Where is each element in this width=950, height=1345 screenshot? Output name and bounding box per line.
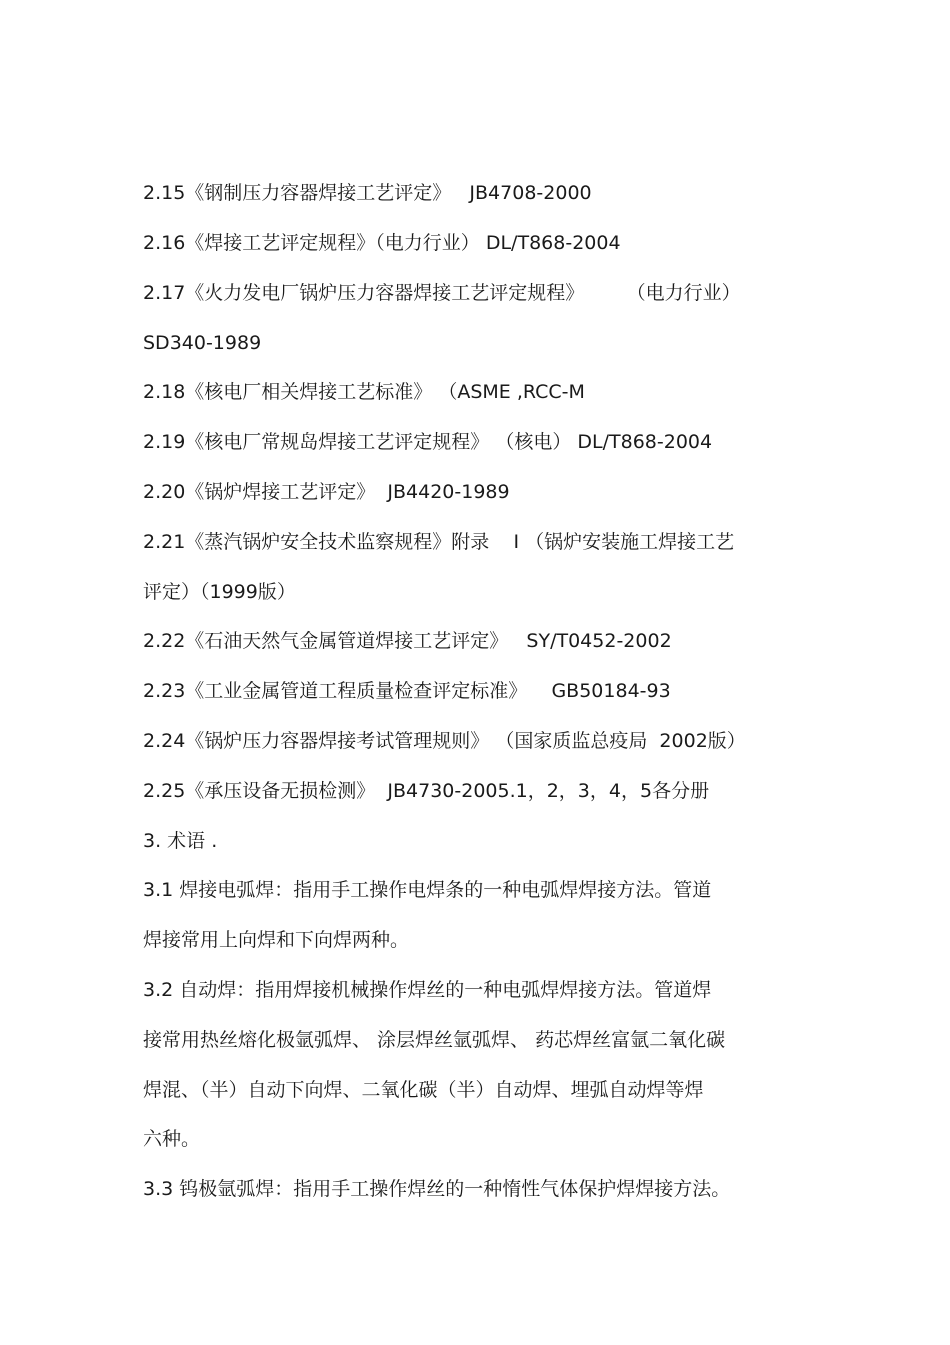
text-line-2-23: 2.23《工业金属管道工程质量检查评定标准》 GB50184-93 bbox=[143, 680, 671, 702]
text-line-3-2-cont-3: 六种。 bbox=[143, 1128, 201, 1150]
section-heading-3: 3. 术语 . bbox=[143, 830, 218, 852]
text-line-2-17: 2.17《火力发电厂锅炉压力容器焊接工艺评定规程》 （电力行业） bbox=[143, 282, 741, 304]
text-line-2-21-cont: 评定）（1999版） bbox=[143, 581, 296, 603]
text-line-3-2-cont-2: 焊混、（半）自动下向焊、二氧化碳（半）自动焊、埋弧自动焊等焊 bbox=[143, 1079, 704, 1101]
text-line-2-20: 2.20《锅炉焊接工艺评定》 JB4420-1989 bbox=[143, 481, 510, 503]
text-line-3-2: 3.2 自动焊：指用焊接机械操作焊丝的一种电弧焊焊接方法。管道焊 bbox=[143, 979, 712, 1001]
text-line-2-21: 2.21《蒸汽锅炉安全技术监察规程》附录 I （锅炉安装施工焊接工艺 bbox=[143, 531, 735, 553]
text-line-2-17-cont: SD340-1989 bbox=[143, 332, 262, 354]
text-line-2-19: 2.19《核电厂常规岛焊接工艺评定规程》 （核电） DL/T868-2004 bbox=[143, 431, 713, 453]
text-line-2-25: 2.25《承压设备无损检测》 JB4730-2005.1，2，3，4，5各分册 bbox=[143, 780, 710, 802]
text-line-3-1-cont: 焊接常用上向焊和下向焊两种。 bbox=[143, 929, 410, 951]
text-line-3-3: 3.3 钨极氩弧焊：指用手工操作焊丝的一种惰性气体保护焊焊接方法。 bbox=[143, 1178, 731, 1200]
text-line-2-24: 2.24《锅炉压力容器焊接考试管理规则》 （国家质监总疫局 2002版） bbox=[143, 730, 746, 752]
text-line-3-2-cont-1: 接常用热丝熔化极氩弧焊、 涂层焊丝氩弧焊、 药芯焊丝富氩二氧化碳 bbox=[143, 1029, 726, 1051]
text-line-3-1: 3.1 焊接电弧焊：指用手工操作电焊条的一种电弧焊焊接方法。管道 bbox=[143, 879, 712, 901]
text-line-2-22: 2.22《石油天然气金属管道焊接工艺评定》 SY/T0452-2002 bbox=[143, 630, 672, 652]
text-line-2-16: 2.16《焊接工艺评定规程》（电力行业） DL/T868-2004 bbox=[143, 232, 621, 254]
text-line-2-15: 2.15《钢制压力容器焊接工艺评定》 JB4708-2000 bbox=[143, 182, 592, 204]
text-line-2-18: 2.18《核电厂相关焊接工艺标准》 （ASME ,RCC-M bbox=[143, 381, 585, 403]
